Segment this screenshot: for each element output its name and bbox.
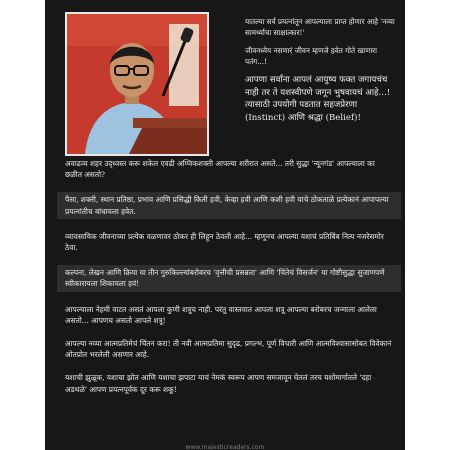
intro-paragraph-3: आपणा सर्वांना आपलं आयुष्य फक्त जगायचंच नाही तर ते यशस्वीपणे जगून भुषवायचं आहे...! त्यासाठी उपयोगी पडतात सहजप्रेरणा (Instinct) आणि श्रद्धा (Belief)! bbox=[245, 75, 391, 123]
blurb-paragraph-6: आपल्या नव्या आत्मप्रतिमेचं चिंतन करा! ती नवी आत्मप्रतिमा सुदृढ, प्रगल्भ, पूर्ण विचारी आणि आत्मविश्वासासोबत विवेकानं ओतप्रोत भरलेली असणार आहे. bbox=[65, 339, 392, 360]
author-photo bbox=[65, 12, 209, 156]
intro-text bbox=[245, 16, 395, 131]
back-cover bbox=[45, 0, 405, 450]
intro-paragraph-1: यातल्या सर्व प्रयत्नांतून आपल्याला प्राप्त होणार आहे 'नव्या सामर्थ्याचा साक्षात्कार!' bbox=[245, 17, 395, 37]
author-portrait-image bbox=[67, 14, 207, 154]
blurb-paragraph-4: कल्पना, लेखन आणि क्रिया या तीन गुरुकिल्ल्यांबरोबरच 'वृत्तीची प्रसन्नता' आणि 'चिंतेचं विसर्जन' या गोष्टीसुद्धा सुजाणपणे स्वीकारायला शिकायला हवं! bbox=[57, 265, 401, 291]
publisher-url: www.majesticreaders.com bbox=[185, 444, 265, 450]
blurb-paragraph-1: अवाढव्य शहर उद्‌ध्वस्त करू शकेल एवढी अण्विकशक्ती आपल्या शरीरात असते... तरी सुद्धा 'न्यूनगंड' आपल्याला का छळीत असतो? bbox=[65, 159, 375, 180]
blurb-paragraph-2: पैसा, शक्ती, स्थान प्रतिष्ठा, प्रभाव आणि प्रसिद्धी किती हवी, केव्हा हवी आणि कशी हवी याचे ठोकताळे प्रत्येकानं आपापल्या प्रयत्नांतीच बांधायला हवेत. bbox=[57, 192, 401, 218]
intro-paragraph-2: जीवनध्येय नसणारं जीवन म्हणजे हवेत गोते खाणारा पतंग...! bbox=[245, 46, 377, 66]
blurb-text bbox=[65, 158, 393, 407]
blurb-paragraph-3: व्यावसायिक जीवनाच्या प्रत्येक वळणावर ठोकर ही लिहून ठेवली आहे... म्हणूनच आपल्या यशाचं प्रतिबिंब नित्य नजरेसमोर ठेवा. bbox=[65, 231, 384, 253]
blurb-paragraph-7: यशाची झुळूक, यशाचा झोत आणि यशाचा झपाटा याचं नेमकं स्वरूप आपण समजावून घेतलं तरच यशोमार्गातले 'दहा अडथळे' आपण प्रयत्नपूर्वक दूर करू शकू! bbox=[65, 373, 372, 394]
blurb-paragraph-5: आपल्याला नेहमी वाटत असतं आपला कुणी शत्रूच नाही. परंतु वास्तवात आपला शत्रू आपल्या बरोबरच जन्माला आलेला असतो... आपणच असतो आपले शत्रू! bbox=[65, 304, 377, 325]
